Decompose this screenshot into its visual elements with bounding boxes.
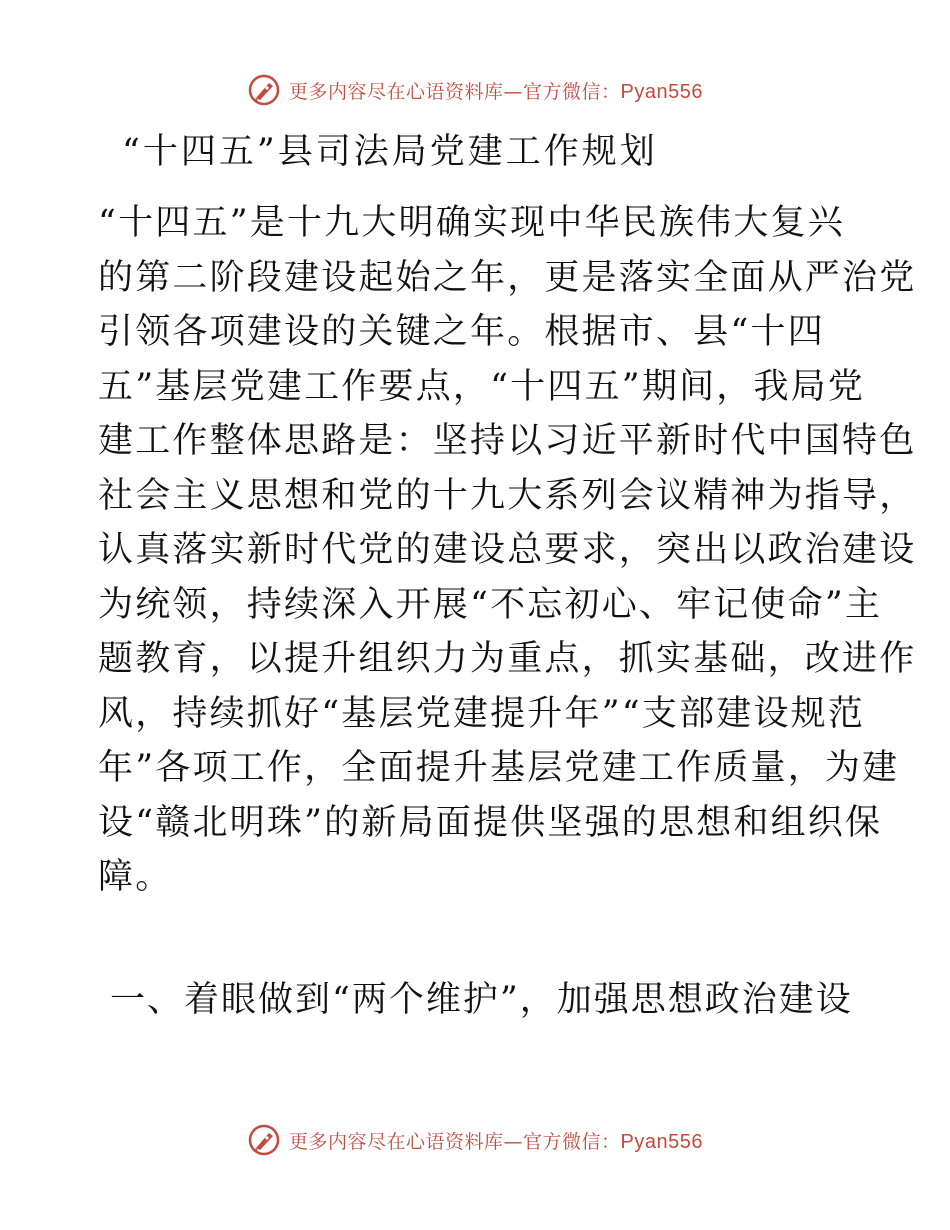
watermark-label: 更多内容尽在心语资料库—官方微信：: [289, 1130, 621, 1153]
paragraph-line: 为统领，持续深入开展“不忘初心、牢记使命”主: [98, 584, 883, 625]
paragraph-line: 引领各项建设的关键之年。根据市、县“十四: [98, 312, 825, 352]
wechat-handle: Pyan556: [620, 1130, 703, 1153]
watermark-label: 更多内容尽在心语资料库—官方微信：: [289, 80, 621, 103]
section-heading: 一、着眼做到“两个维护”，加强思想政治建设: [110, 980, 853, 1020]
paragraph-line: 社会主义思想和党的十九大系列会议精神为指导，: [98, 475, 917, 516]
wechat-handle: Pyan556: [620, 80, 703, 103]
body-paragraph: [98, 196, 917, 905]
pen-nib-logo-icon: [247, 1123, 281, 1157]
paragraph-line: 障。: [98, 857, 173, 897]
paragraph-line: 建工作整体思路是：坚持以习近平新时代中国特色: [98, 421, 917, 461]
paragraph-line: 题教育，以提升组织力为重点，抓实基础，改进作: [98, 639, 917, 679]
pen-nib-logo-icon: [247, 73, 281, 107]
watermark-text: [289, 77, 703, 104]
paragraph-line: 五”基层党建工作要点，“十四五”期间，我局党: [98, 366, 866, 407]
footer-watermark-banner: [0, 1120, 950, 1160]
paragraph-line: 认真落实新时代党的建设总要求，突出以政治建设: [98, 530, 917, 570]
watermark-text: [289, 1127, 703, 1154]
paragraph-line: “十四五”是十九大明确实现中华民族伟大复兴: [98, 203, 845, 243]
header-watermark-banner: [0, 70, 950, 110]
paragraph-line: 设“赣北明珠”的新局面提供坚强的思想和组织保: [98, 802, 883, 843]
document-title: “十四五”县司法局党建工作规划: [122, 132, 658, 172]
paragraph-line: 风，持续抓好“基层党建提升年”“支部建设规范: [98, 693, 866, 734]
paragraph-line: 的第二阶段建设起始之年，更是落实全面从严治党: [98, 257, 917, 298]
paragraph-line: 年”各项工作，全面提升基层党建工作质量，为建: [98, 748, 900, 788]
